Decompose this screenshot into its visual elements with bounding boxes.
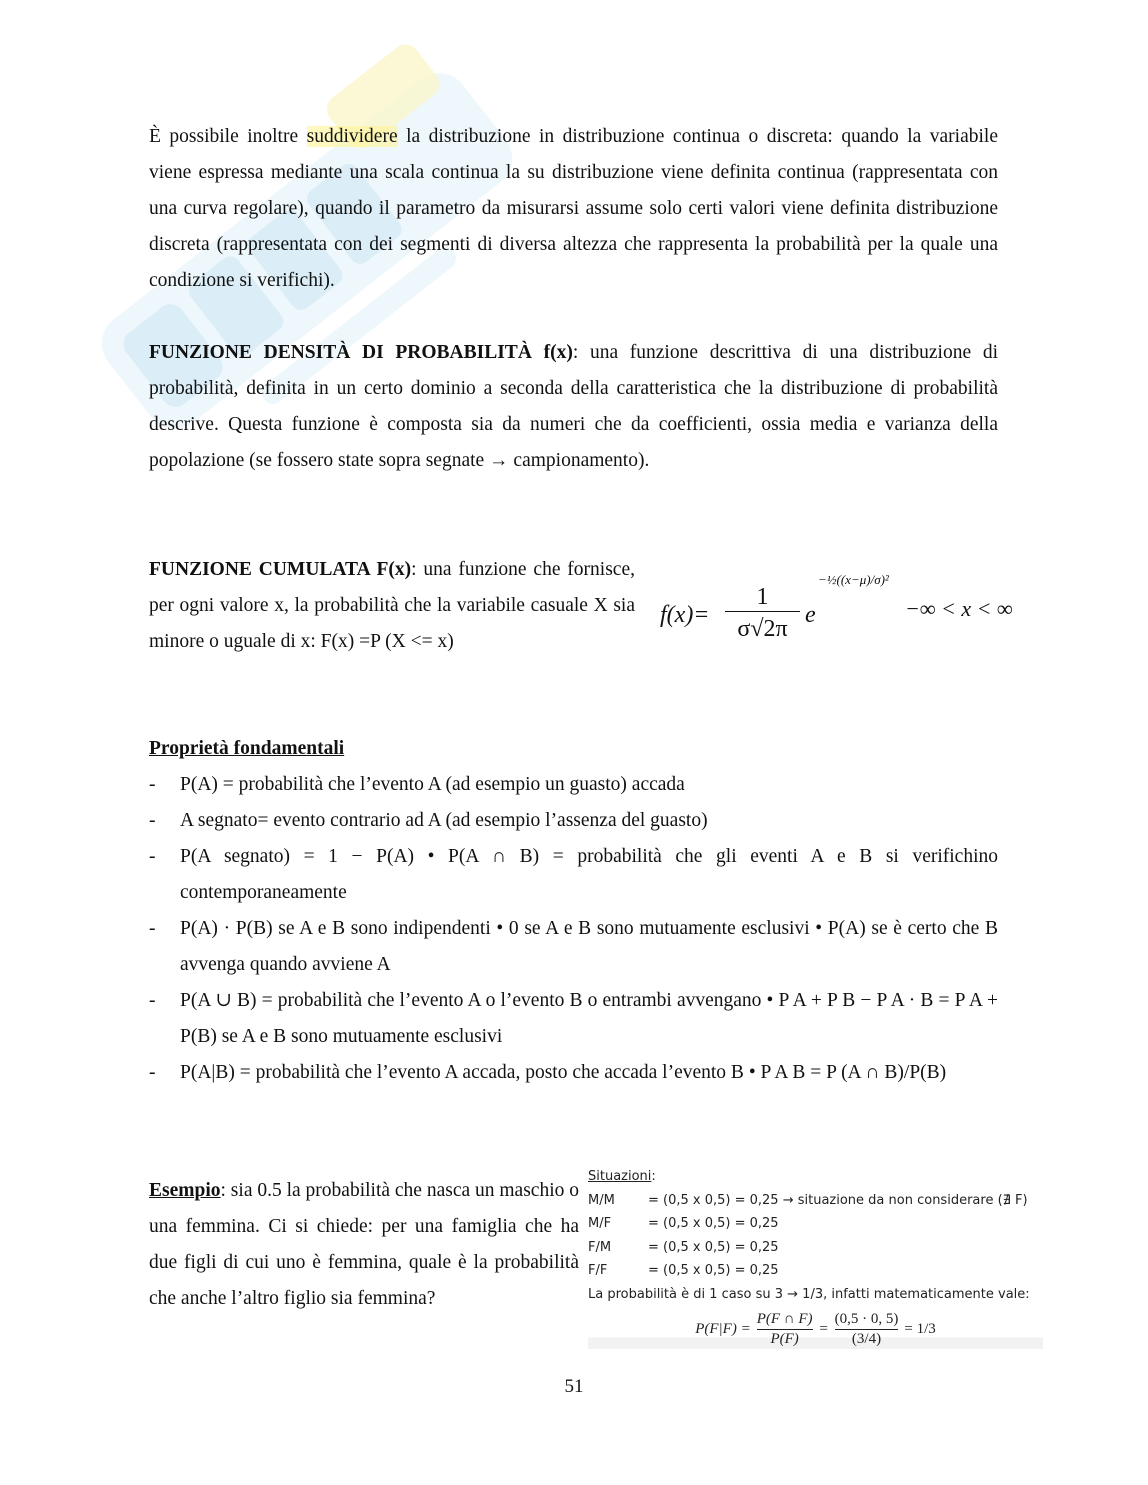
eq-den: P(F) (770, 1331, 799, 1347)
properties-list (149, 767, 998, 1091)
example-solution-image: Situazioni: M/M = (0,5 x 0,5) = 0,25 → situazione da non considerare (∄ F) M/F = (0,5 x 0,5) = 0,25 F/M = (0,5 x 0,5) = 0,25 F/F = (0,5 x 0,5) = 0,25 La probabilità è di 1 caso su 3 → 1/3, infatti matematicamente vale: P(F|F) = $\frac{P(F \cap F)}{P(F)}$ = $\frac{(0,5 \cdot 0, 5)}{(3/4)}$ = 1/3 (588, 1165, 1043, 1365)
properties-section (149, 731, 998, 1091)
text: : una funzione descrittiva di una distribuzione di probabilità, definita in un certo dominio a seconda della caratteristica che la distribuzione di probabilità descrive. Questa funzione è composta sia da numeri che da coefficienti, ossia media e varianza della popolazione (se fossero state sopra segnate → campionamento). (149, 342, 998, 471)
example-heading: Esempio (149, 1180, 221, 1201)
formula-e: e (805, 602, 816, 628)
case: F/M (588, 1239, 612, 1255)
paragraph-density-function (149, 335, 998, 479)
eq-lhs: P(F|F) = (695, 1321, 751, 1337)
list-item: - P(A segnato) = 1 − P(A) • P(A ∩ B) = probabilità che gli eventi A e B si verifichino contemporaneamente (149, 839, 998, 911)
text: la distribuzione in distribuzione continua o discreta: quando la variabile viene espressa mediante una scala continua la su distribuzione viene definita continua (rappresentata con una curva regolare), quando il parametro da misurarsi assume solo certi valori viene definita distribuzione discreta (rappresentata con dei segmenti di diversa altezza che rappresenta la probabilità per la quale una condizione si verifichi). (149, 126, 998, 291)
formula-lhs: f(x)= (660, 602, 710, 628)
text: : sia 0.5 la probabilità che nasca un maschio o una femmina. Ci si chiede: per una famiglia che ha due figli di cui uno è femmina, quale è la probabilità che anche l’altro figlio sia femmina? (149, 1180, 579, 1309)
conditional-probability-equation (588, 1310, 1043, 1349)
eq-den: (3/4) (851, 1331, 882, 1347)
highlighted-text: suddividere (306, 126, 398, 147)
conclusion: La probabilità è di 1 caso su 3 → 1/3, infatti matematicamente vale: (588, 1286, 1030, 1302)
situation-row (588, 1236, 1043, 1260)
eq-num: (0,5 · 0, 5) (835, 1310, 899, 1330)
situations-title: Situazioni (588, 1169, 652, 1184)
eq-num: P(F ∩ F) (757, 1310, 813, 1330)
normal-density-formula (655, 572, 1015, 660)
section-heading: Proprietà fondamentali (149, 738, 345, 759)
term-heading: FUNZIONE DENSITÀ DI PROBABILITÀ f(x) (149, 342, 573, 363)
term-heading: FUNZIONE CUMULATA F(x) (149, 559, 412, 580)
formula-exponent: −½((x−μ)/σ)² (818, 572, 889, 587)
case: F/F (588, 1263, 608, 1278)
formula-denominator: σ√2π (737, 616, 788, 642)
example-paragraph (149, 1173, 579, 1317)
paragraph-cumulative-function (149, 552, 635, 660)
list-item: - P(A ∪ B) = probabilità che l’evento A o l’evento B o entrambi avvengano • P A + P B − P A · B = P A + P(B) se A e B sono mutuamente esclusivi (149, 983, 998, 1055)
value: = (0,5 x 0,5) = 0,25 (648, 1239, 779, 1255)
list-item: - P(A) · P(B) se A e B sono indipendenti • 0 se A e B sono mutuamente esclusivi • P(A) se è certo che B avvenga quando avviene A (149, 911, 998, 983)
list-item: - P(A|B) = probabilità che l’evento A accada, posto che accada l’evento B • P A B = P (A ∩ B)/P(B) (149, 1055, 998, 1091)
text: È possibile inoltre (149, 126, 307, 147)
situation-row (588, 1212, 1043, 1236)
page-number: 51 (564, 1376, 584, 1397)
formula-range: −∞ < x < ∞ (905, 596, 1013, 621)
value: = (0,5 x 0,5) = 0,25 (648, 1263, 779, 1278)
paragraph-distribution (149, 119, 998, 299)
list-item: - P(A) = probabilità che l’evento A (ad esempio un guasto) accada (149, 767, 998, 803)
case: M/F (588, 1216, 612, 1231)
value: = (0,5 x 0,5) = 0,25 → situazione da non considerare (∄ F) (648, 1192, 1028, 1208)
eq-result: = 1/3 (904, 1321, 936, 1337)
value: = (0,5 x 0,5) = 0,25 (648, 1216, 779, 1231)
situation-row (588, 1189, 1043, 1213)
situation-row (588, 1259, 1043, 1283)
equals-sign: = (818, 1321, 829, 1337)
text: : una funzione che fornisce, per ogni valore x, la probabilità che la variabile casuale X sia minore o uguale di x: F(x) =P (X <= x) (149, 559, 635, 652)
formula-numerator: 1 (725, 584, 800, 612)
list-item: - A segnato= evento contrario ad A (ad esempio l’assenza del guasto) (149, 803, 998, 839)
case: M/M (588, 1192, 615, 1208)
